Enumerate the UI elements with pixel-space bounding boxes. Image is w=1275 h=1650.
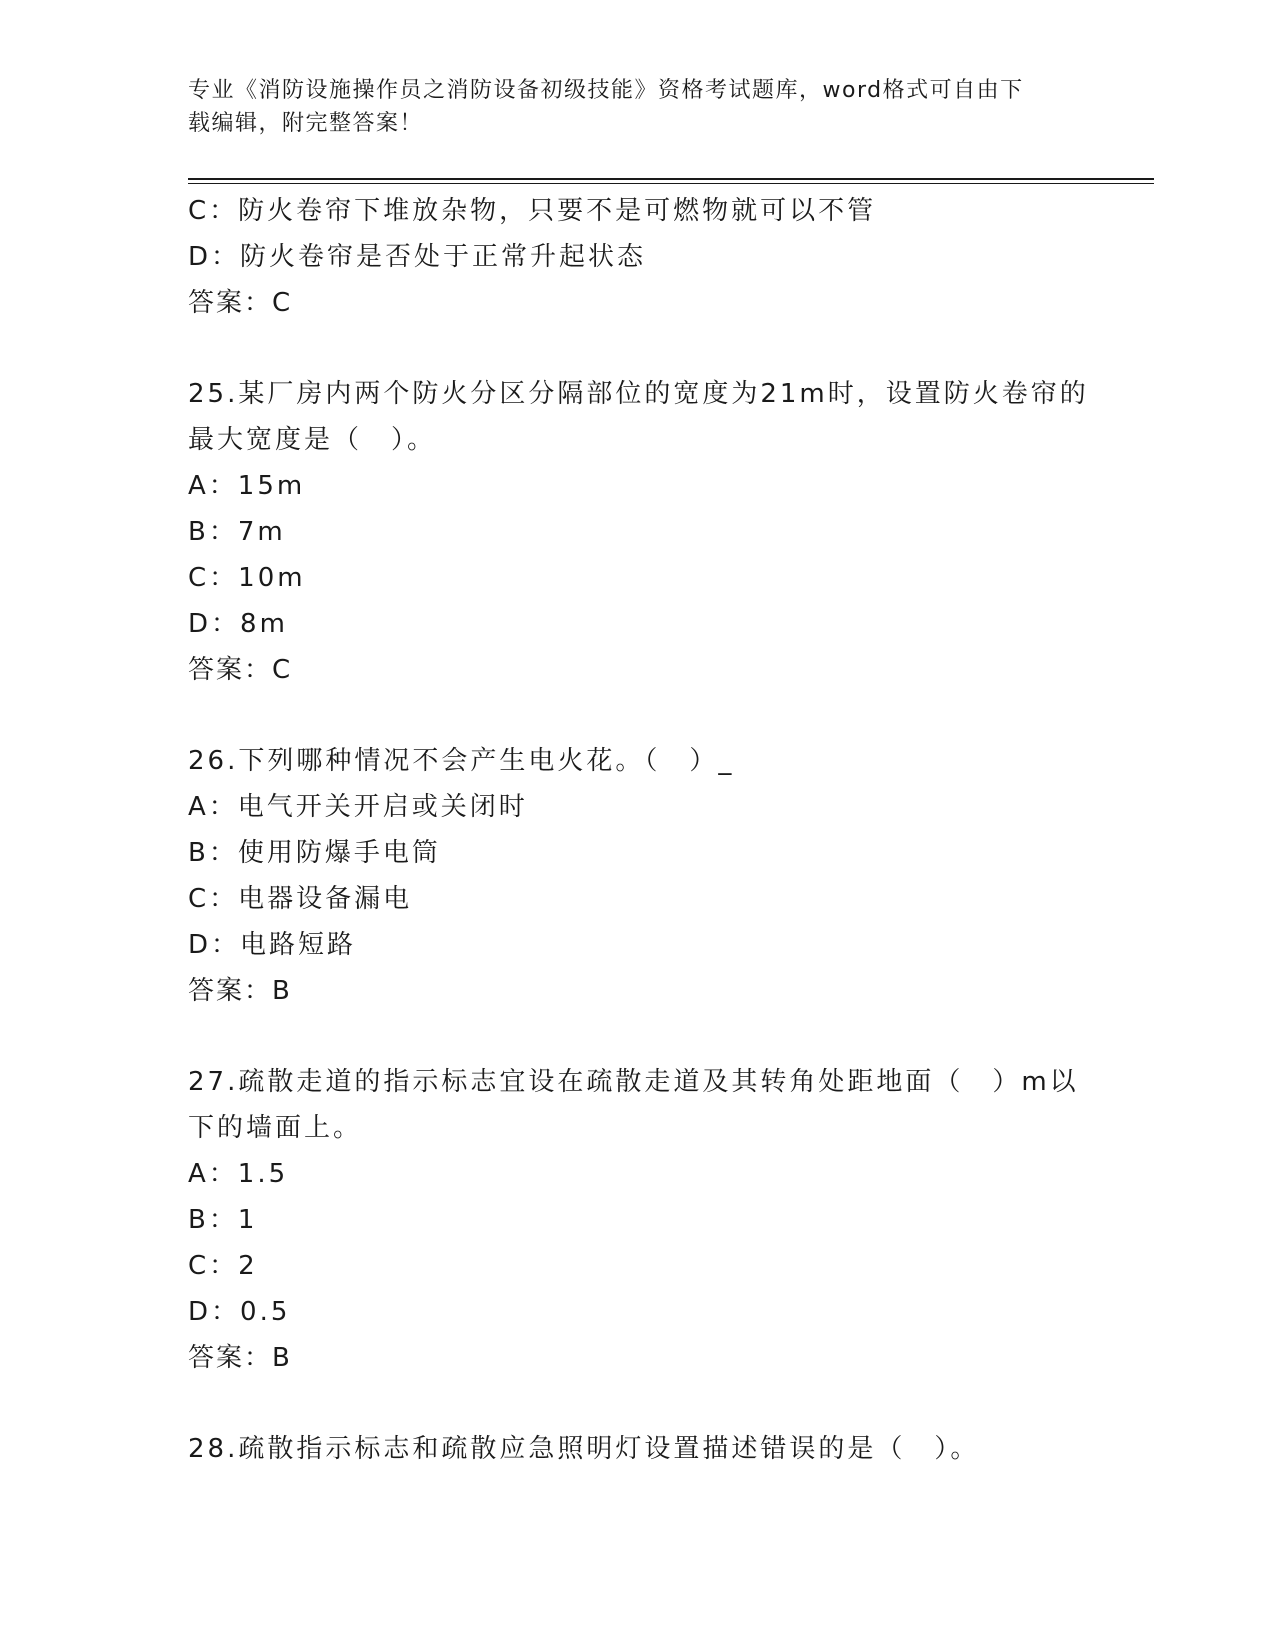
option-a: A：电气开关开启或关闭时 bbox=[188, 792, 528, 822]
question-24-tail bbox=[188, 188, 1088, 326]
question-stem-continued: 最大宽度是（ ）。 bbox=[188, 425, 437, 455]
question-stem: 27.疏散走道的指示标志宜设在疏散走道及其转角处距地面（ ）m以 bbox=[188, 1067, 1079, 1097]
question-25 bbox=[188, 371, 1088, 693]
question-stem: 25.某厂房内两个防火分区分隔部位的宽度为21m时，设置防火卷帘的 bbox=[188, 379, 1089, 409]
answer-line: 答案：C bbox=[188, 288, 293, 318]
option-d: D：电路短路 bbox=[188, 930, 357, 960]
question-26 bbox=[188, 738, 1088, 1014]
document-header bbox=[188, 74, 1088, 140]
header-divider-thick bbox=[188, 178, 1154, 180]
answer-line: 答案：B bbox=[188, 1343, 292, 1373]
question-27 bbox=[188, 1059, 1088, 1381]
option-b: B：1 bbox=[188, 1205, 258, 1235]
question-content bbox=[188, 188, 1088, 1472]
header-divider-thin bbox=[188, 183, 1154, 184]
answer-line: 答案：C bbox=[188, 655, 293, 685]
option-c: C：10m bbox=[188, 563, 306, 593]
question-stem: 28.疏散指示标志和疏散应急照明灯设置描述错误的是（ ）。 bbox=[188, 1434, 980, 1464]
option-c: C：防火卷帘下堆放杂物，只要不是可燃物就可以不管 bbox=[188, 196, 877, 226]
option-c: C：电器设备漏电 bbox=[188, 884, 413, 914]
question-stem-continued: 下的墙面上。 bbox=[188, 1113, 363, 1143]
header-line-2: 载编辑，附完整答案！ bbox=[188, 111, 424, 136]
option-d: D：0.5 bbox=[188, 1297, 291, 1327]
question-28 bbox=[188, 1426, 1088, 1472]
option-d: D：8m bbox=[188, 609, 288, 639]
option-c: C：2 bbox=[188, 1251, 258, 1281]
option-b: B：7m bbox=[188, 517, 286, 547]
question-stem: 26.下列哪种情况不会产生电火花。（ ）_ bbox=[188, 746, 735, 776]
option-b: B：使用防爆手电筒 bbox=[188, 838, 441, 868]
answer-line: 答案：B bbox=[188, 976, 292, 1006]
header-line-1: 专业《消防设施操作员之消防设备初级技能》资格考试题库，word格式可自由下 bbox=[188, 78, 1024, 103]
option-d: D：防火卷帘是否处于正常升起状态 bbox=[188, 242, 647, 272]
option-a: A：1.5 bbox=[188, 1159, 289, 1189]
option-a: A：15m bbox=[188, 471, 306, 501]
